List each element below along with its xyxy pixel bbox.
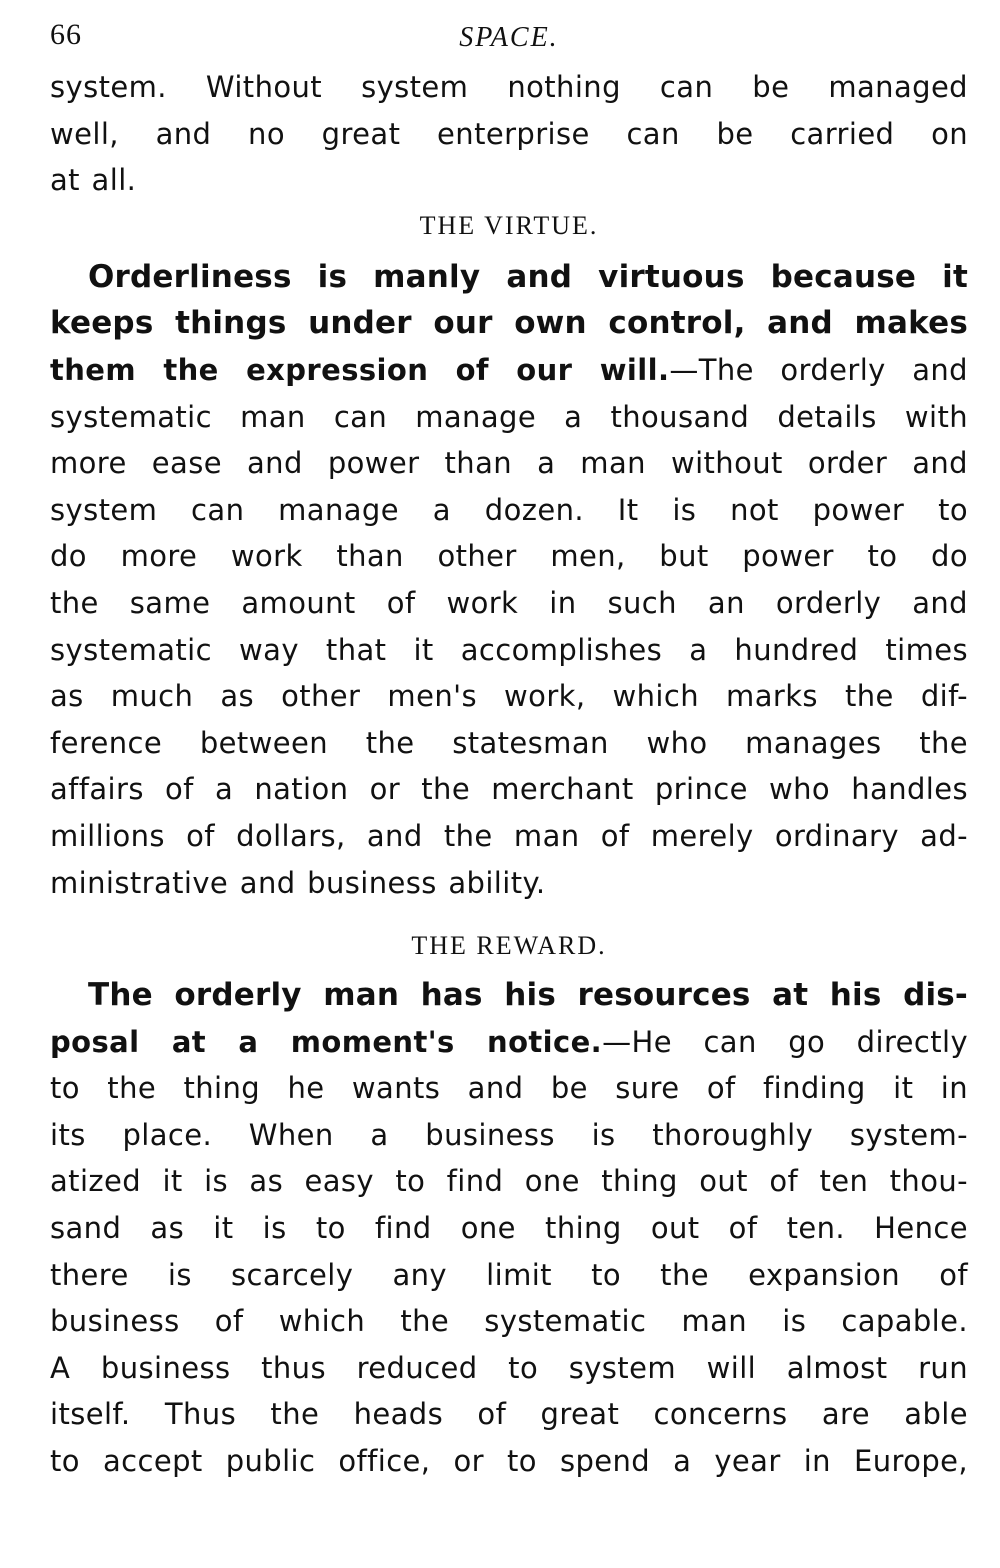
text-line: affairs of a nation or the merchant prince who handles (50, 772, 968, 807)
virtue-paragraph (50, 254, 968, 906)
text-line: system. Without system nothing can be managed (50, 70, 968, 104)
text-line: to accept public office, or to spend a year in Europe, (50, 1444, 968, 1479)
text-line: itself. Thus the heads of great concerns are able (50, 1397, 968, 1432)
text-line: to the thing he wants and be sure of finding it in (50, 1071, 968, 1106)
text-line: the same amount of work in such an orderly and (50, 585, 968, 620)
text-line: as much as other men's work, which marks the dif- (50, 679, 968, 714)
text-line: A business thus reduced to system will almost run (50, 1350, 968, 1385)
lead-line: Orderliness is manly and virtuous because it (88, 258, 968, 295)
text-line: its place. When a business is thoroughly system- (50, 1117, 968, 1152)
text-line: there is scarcely any limit to the expansion of (50, 1257, 968, 1292)
lead-line: keeps things under our own control, and makes (50, 305, 968, 342)
text-line: at all. (50, 163, 137, 198)
page-number: 66 (50, 18, 82, 51)
text-line: ference between the statesman who manages the (50, 725, 968, 760)
text-line: business of which the systematic man is capable. (50, 1304, 968, 1339)
section-heading-reward: THE REWARD. (411, 931, 607, 961)
lead-line-mixed (50, 347, 968, 394)
text-line: sand as it is to find one thing out of ten. Hence (50, 1211, 968, 1246)
lead-tail: —The orderly and (669, 352, 968, 387)
intro-paragraph (50, 64, 968, 204)
running-head (50, 14, 968, 64)
reward-paragraph (50, 972, 968, 1485)
running-title: SPACE. (459, 22, 559, 53)
lead-emphasis: them the expression of our will. (50, 352, 670, 387)
text-line: well, and no great enterprise can be carried on (50, 116, 968, 151)
text-line: do more work than other men, but power to do (50, 539, 968, 574)
text-line: ministrative and business ability. (50, 865, 546, 900)
text-line: system can manage a dozen. It is not power to (50, 492, 968, 527)
lead-emphasis: posal at a moment's notice. (50, 1024, 603, 1059)
section-heading-virtue: THE VIRTUE. (419, 210, 599, 240)
text-line: systematic way that it accomplishes a hundred times (50, 632, 968, 667)
lead-tail: —He can go directly (602, 1024, 969, 1059)
text-line: more ease and power than a man without order and (50, 446, 968, 481)
lead-line: The orderly man has his resources at his dis- (88, 977, 968, 1014)
book-page (50, 14, 968, 1485)
lead-line-mixed (50, 1019, 968, 1066)
text-line: atized it is as easy to find one thing out of ten thou- (50, 1164, 968, 1199)
text-line: systematic man can manage a thousand details with (50, 399, 968, 434)
text-line: millions of dollars, and the man of merely ordinary ad- (50, 818, 968, 853)
